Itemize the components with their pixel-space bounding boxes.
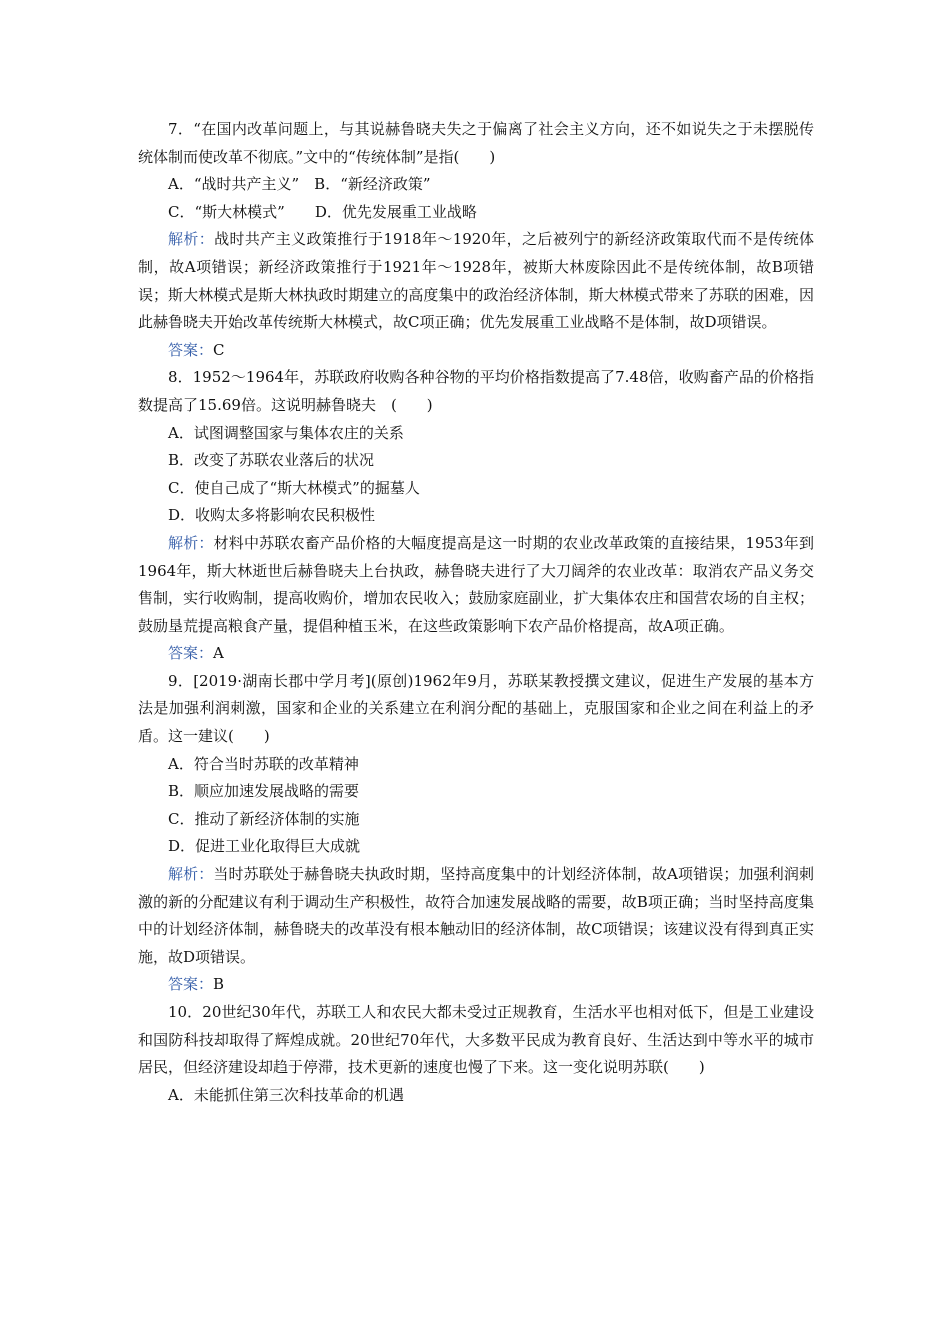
analysis-text: 材料中苏联农畜产品价格的大幅度提高是这一时期的农业改革政策的直接结果，1953年到1964年，斯大林逝世后赫鲁晓夫上台执政，赫鲁晓夫进行了大刀阔斧的农业改革：取消农产品义务交售制，实行收购制，提高收购价，增加农民收入；鼓励家庭副业，扩大集体农庄和国营农场的自主权；鼓励垦荒提高粮食产量，提倡种植玉米，在这些政策影响下农产品价格提高，故A项正确。 <box>138 533 814 635</box>
analysis-paragraph <box>138 861 814 971</box>
answer-label: 答案： <box>168 644 214 663</box>
analysis-text: 战时共产主义政策推行于1918年～1920年，之后被列宁的新经济政策取代而不是传统体制，故A项错误；新经济政策推行于1921年～1928年，被斯大林废除因此不是传统体制，故B项错误；斯大林模式是斯大林执政时期建立的高度集中的政治经济体制，斯大林模式带来了苏联的困难，因此赫鲁晓夫开始改革传统斯大林模式，故C项正确；优先发展重工业战略不是体制，故D项错误。 <box>138 230 814 332</box>
option-line: C．使自己成了“斯大林模式”的掘墓人 <box>168 478 420 497</box>
analysis-label: 解析： <box>168 230 215 249</box>
option-line: B．顺应加速发展战略的需要 <box>168 782 360 801</box>
question-stem: 8．1952～1964年，苏联政府收购各种谷物的平均价格指数提高了7.48倍，收购畜产品的价格指数提高了15.69倍。这说明赫鲁晓夫 ( ) <box>138 368 814 414</box>
question-stem: 10．20世纪30年代，苏联工人和农民大都未受过正规教育，生活水平也相对低下，但是工业建设和国防科技却取得了辉煌成就。20世纪70年代，大多数平民成为教育良好、生活达到中等水平的城市居民，但经济建设却趋于停滞，技术更新的速度也慢了下来。这一变化说明苏联( ) <box>138 1003 814 1077</box>
option-line: A．试图调整国家与集体农庄的关系 <box>168 423 404 442</box>
analysis-text: 当时苏联处于赫鲁晓夫执政时期，坚持高度集中的计划经济体制，故A项错误；加强利润刺激的新的分配建议有利于调动生产积极性，故符合加速发展战略的需要，故B项正确；当时坚持高度集中的计划经济体制，赫鲁晓夫的改革没有根本触动旧的经济体制，故C项错误；该建议没有得到真正实施，故D项错误。 <box>138 865 814 966</box>
analysis-label: 解析： <box>168 533 214 552</box>
answer-value: B <box>213 975 225 994</box>
answer-value: A <box>213 644 224 663</box>
answer-line <box>138 337 814 365</box>
question-block <box>138 999 814 1109</box>
answer-value: C <box>213 340 225 359</box>
analysis-label: 解析： <box>168 865 214 884</box>
question-content <box>138 116 814 1109</box>
option-line: B．改变了苏联农业落后的状况 <box>168 451 375 470</box>
option-line: A．未能抓住第三次科技革命的机遇 <box>168 1085 404 1104</box>
analysis-paragraph <box>138 226 814 336</box>
analysis-paragraph <box>138 530 814 640</box>
answer-line <box>138 971 814 999</box>
option-line: C．“斯大林模式” D．优先发展重工业战略 <box>168 202 477 221</box>
answer-label: 答案： <box>168 340 214 359</box>
option-line: D．收购太多将影响农民积极性 <box>168 506 376 525</box>
option-line: A．符合当时苏联的改革精神 <box>168 754 359 773</box>
question-block <box>138 116 814 364</box>
question-block <box>138 364 814 668</box>
option-line: A．“战时共产主义” B．“新经济政策” <box>168 175 431 194</box>
option-line: D．促进工业化取得巨大成就 <box>168 837 361 856</box>
answer-line <box>138 640 814 668</box>
option-line: C．推动了新经济体制的实施 <box>168 809 360 828</box>
question-stem: 9．[2019·湖南长郡中学月考](原创)1962年9月，苏联某教授撰文建议，促进生产发展的基本方法是加强利润刺激，国家和企业的关系建立在利润分配的基础上，克服国家和企业之间在利益上的矛盾。这一建议( ) <box>138 671 814 746</box>
question-block <box>138 668 814 999</box>
question-stem: 7．“在国内改革问题上，与其说赫鲁晓夫失之于偏离了社会主义方向，还不如说失之于未摆脱传统体制而使改革不彻底。”文中的“传统体制”是指( ) <box>138 120 814 166</box>
answer-label: 答案： <box>168 975 214 994</box>
